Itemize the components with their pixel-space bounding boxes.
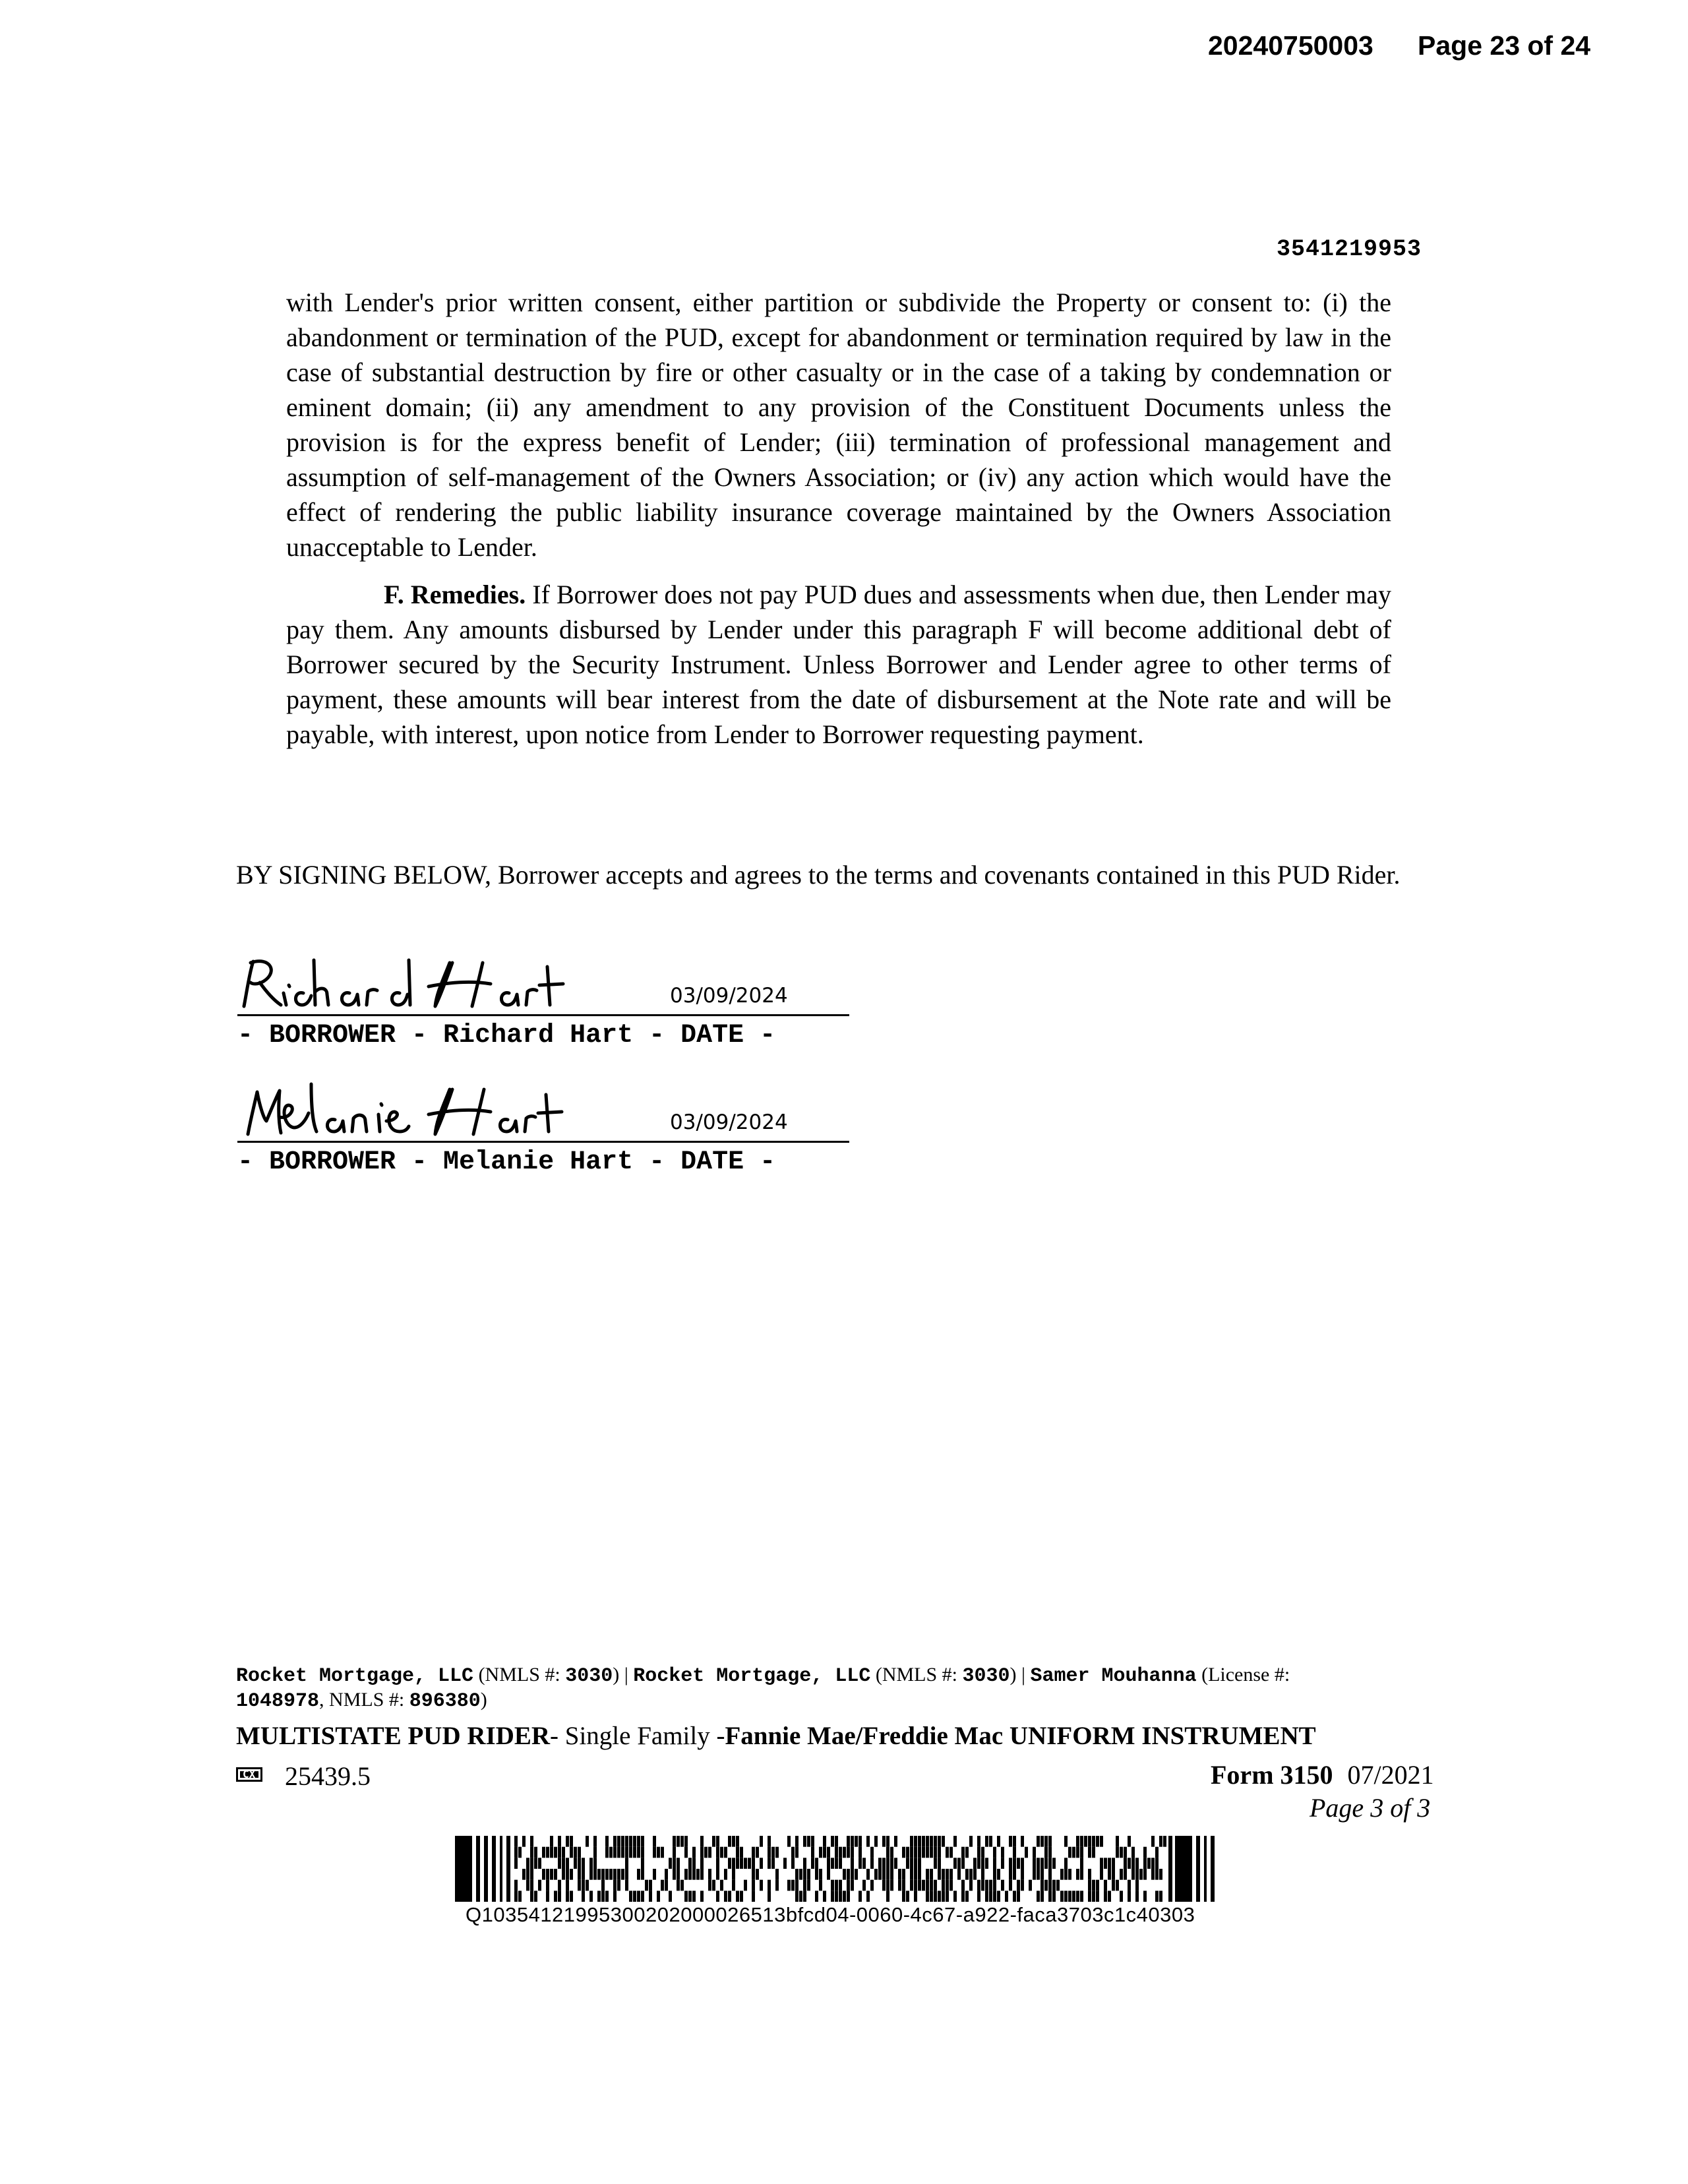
nmls-number: 896380	[409, 1690, 481, 1713]
nmls-label: (NMLS #:	[870, 1664, 963, 1685]
form-title	[236, 1721, 1316, 1751]
lender-info	[236, 1663, 1423, 1713]
form-number-block	[1211, 1759, 1434, 1790]
signature-block-richard	[237, 954, 851, 1050]
nmls-number: 3030	[962, 1665, 1010, 1687]
continued-paragraph-text: with Lender's prior written consent, either partition or subdivide the Property or consent to: (i) the abandonment or termination of the PUD, except for abandonment or termination required by law in the case of substantial destruction by fire or other casualty or in the case of a taking by condemnation or eminent domain; (ii) any amendment to any provision of the Constituent Documents unless the provision is for the express benefit of Lender; (iii) termination of professional management and assumption of self-management of the Owners Association; or (iv) any action which would have the effect of rendering the public liability insurance coverage maintained by the Owners Association unacceptable to Lender.	[286, 288, 1391, 562]
borrower-label-richard: - BORROWER - Richard Hart - DATE -	[237, 1021, 776, 1050]
signature-richard-hart	[237, 954, 580, 1017]
signature-line	[237, 1014, 849, 1016]
signature-date-richard: 03/09/2024	[670, 984, 788, 1008]
license-number: 1048978	[236, 1690, 320, 1713]
continued-paragraph	[286, 285, 1391, 564]
form-title-instrument: Fannie Mae/Freddie Mac UNIFORM INSTRUMENT	[725, 1722, 1316, 1750]
barcode-text: Q10354121995300202000026513bfcd04-0060-4c67-a922-faca3703c1c40303	[466, 1903, 1195, 1926]
remedies-paragraph	[286, 577, 1391, 752]
loan-number: 3541219953	[1277, 236, 1422, 262]
separator: ) |	[613, 1664, 634, 1685]
form-number: Form 3150	[1211, 1760, 1333, 1790]
form-title-sub: - Single Family -	[550, 1722, 725, 1750]
borrower-label-melanie: - BORROWER - Melanie Hart - DATE -	[237, 1147, 776, 1177]
signature-line	[237, 1141, 849, 1143]
loan-originator: Samer Mouhanna	[1030, 1665, 1197, 1687]
nmls-label: (NMLS #:	[473, 1664, 566, 1685]
barcode	[455, 1836, 1220, 1902]
form-title-main: MULTISTATE PUD RIDER	[236, 1722, 551, 1750]
signing-statement: BY SIGNING BELOW, Borrower accepts and agrees to the terms and covenants contained in this PUD Rider.	[236, 860, 1401, 890]
page-indicator: Page 23 of 24	[1418, 30, 1591, 61]
cx-code: 25439.5	[285, 1761, 371, 1791]
form-date: 07/2021	[1347, 1760, 1434, 1790]
separator: ) |	[1010, 1664, 1031, 1685]
recording-number: 20240750003	[1208, 30, 1373, 61]
signature-date-melanie: 03/09/2024	[670, 1110, 788, 1134]
remedies-heading: F. Remedies.	[384, 580, 526, 609]
license-label: (License #:	[1196, 1664, 1290, 1685]
nmls-label: , NMLS #:	[319, 1689, 409, 1711]
signature-melanie-hart	[237, 1080, 580, 1143]
remedies-text: If Borrower does not pay PUD dues and assessments when due, then Lender may pay them. Any amounts disbursed by Lender under this paragraph F will become additional debt of Borrower secured by the Security Instrument. Unless Borrower and Lender agree to other terms of payment, these amounts will bear interest from the date of disbursement at the Note rate and will be payable, with interest, upon notice from Lender to Borrower requesting payment.	[286, 580, 1391, 749]
page-of: Page 3 of 3	[1310, 1793, 1431, 1823]
cx-icon: CX	[236, 1767, 262, 1782]
paren-close: )	[480, 1689, 487, 1711]
nmls-number: 3030	[565, 1665, 613, 1687]
lender-name: Rocket Mortgage, LLC	[236, 1665, 474, 1687]
lender-name: Rocket Mortgage, LLC	[633, 1665, 871, 1687]
signature-block-melanie	[237, 1080, 851, 1177]
